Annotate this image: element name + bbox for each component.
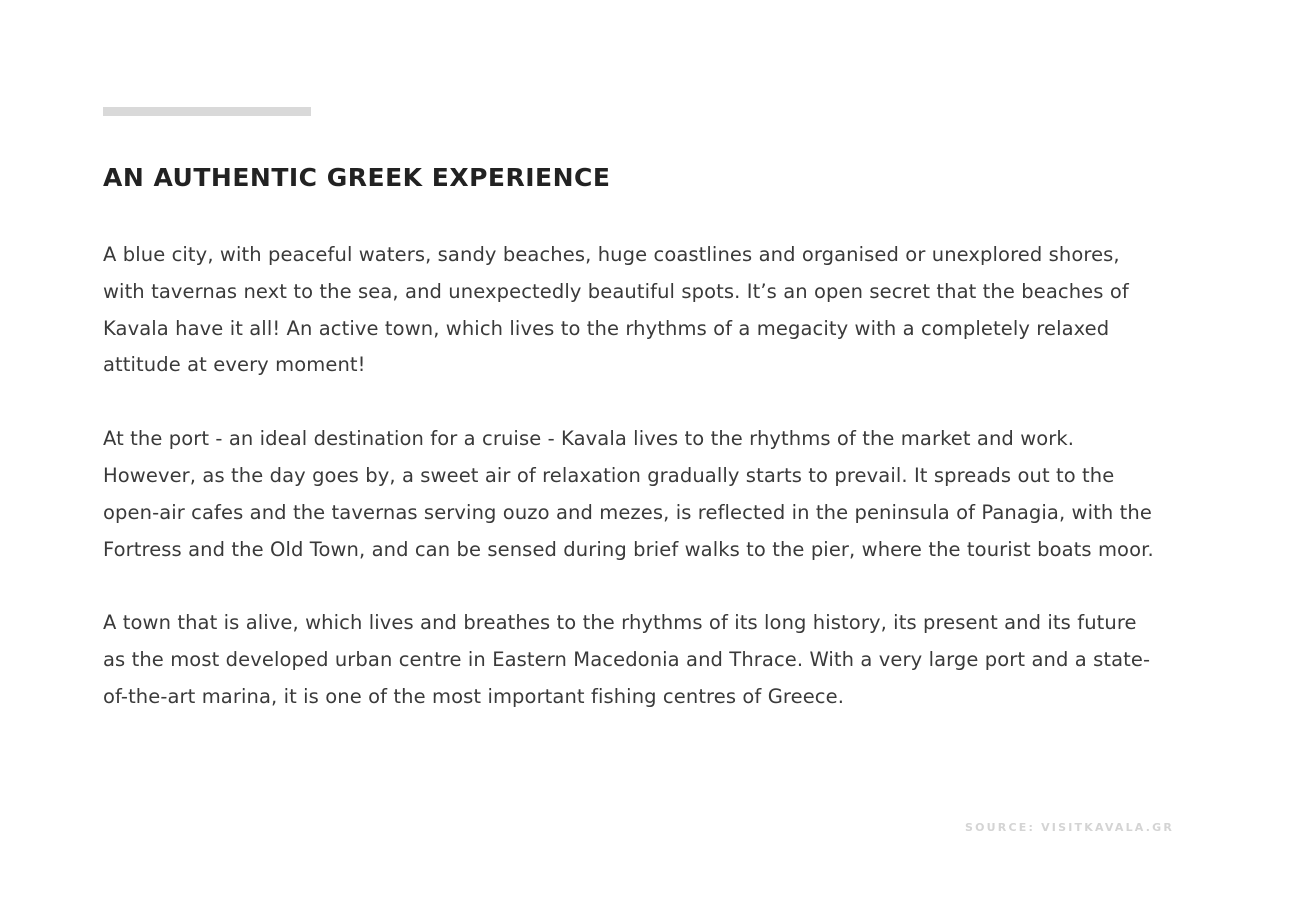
source-credit: SOURCE: VISITKAVALA.GR (965, 821, 1174, 834)
paragraph-1: A blue city, with peaceful waters, sandy beaches, huge coastlines and organised or unexplored shores, with tavernas next to the sea, and unexpectedly beautiful spots. It’s an open secret that the beaches of Kavala have it all! An active town, which lives to the rhythms of a megacity with a completely relaxed attitude at every moment! (103, 243, 1129, 377)
page-title: AN AUTHENTIC GREEK EXPERIENCE (103, 163, 611, 192)
paragraph-3: A town that is alive, which lives and breathes to the rhythms of its long history, its present and its future as the most developed urban centre in Eastern Macedonia and Thrace. With a very large port and a state-of-the-art marina, it is one of the most important fishing centres of Greece. (103, 611, 1151, 708)
paragraph-2: At the port - an ideal destination for a cruise - Kavala lives to the rhythms of the market and work. However, as the day goes by, a sweet air of relaxation gradually starts to prevail. It spreads out to the open-air cafes and the tavernas serving ouzo and mezes, is reflected in the peninsula of Panagia, with the Fortress and the Old Town, and can be sensed during brief walks to the pier, where the tourist boats moor. (103, 427, 1154, 561)
accent-bar (103, 107, 311, 116)
article-body (103, 237, 1163, 753)
